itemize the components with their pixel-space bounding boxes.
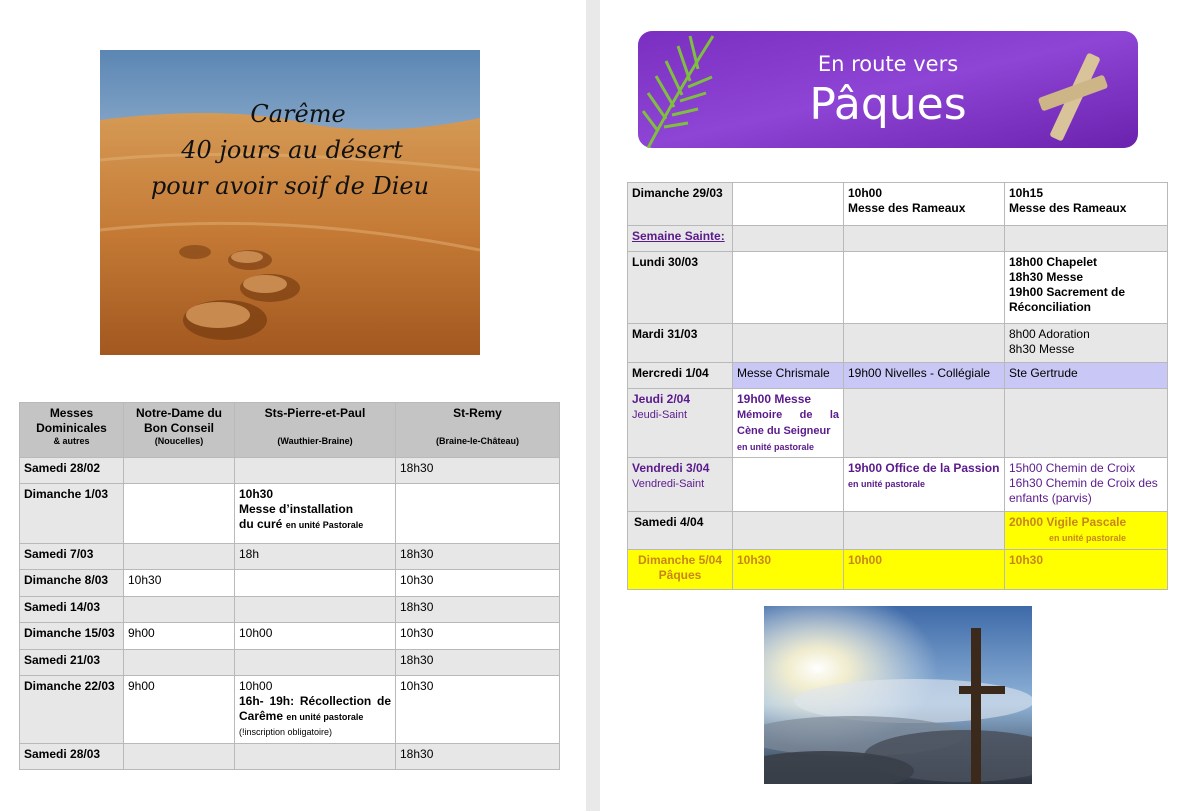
date-cell: Vendredi 3/04 Vendredi-Saint: [628, 457, 733, 511]
table-row: [20, 484, 560, 544]
col3-cell: 19h00 Nivelles - Collégiale: [844, 363, 1005, 389]
banner-en-route: En route vers: [817, 52, 959, 76]
nd-cell: 9h00: [124, 623, 235, 650]
col2-cell: 19h00 Messe Mémoire de la Cène du Seigneur en unité pastorale: [733, 389, 844, 458]
date-cell: Samedi 28/03: [20, 744, 124, 770]
col4-cell: 15h00 Chemin de Croix 16h30 Chemin de Croix des enfants (parvis): [1005, 457, 1168, 511]
col4-cell: 8h00 Adoration 8h30 Messe: [1005, 324, 1168, 363]
page-divider: [586, 0, 600, 811]
sp-cell: [235, 650, 396, 676]
col3-cell: 10h00: [844, 549, 1005, 589]
sp-cell: 10h00 16h- 19h: Récollection de Carême en unité pastorale (!inscription obligatoire): [235, 676, 396, 744]
col3-cell: [844, 389, 1005, 458]
table-row: [20, 570, 560, 597]
date-cell: Samedi 14/03: [20, 597, 124, 623]
col4-cell: 18h00 Chapelet 18h30 Messe 19h00 Sacrement de Réconciliation: [1005, 252, 1168, 324]
date-cell: Mardi 31/03: [628, 324, 733, 363]
col3-cell: [844, 324, 1005, 363]
sr-cell: 18h30: [396, 458, 560, 484]
col4-cell: 20h00 Vigile Pascale en unité pastorale: [1005, 511, 1168, 549]
col4-cell: [1005, 389, 1168, 458]
date-cell: Dimanche 1/03: [20, 484, 124, 544]
header-st-remy: St-Remy (Braine-le-Château): [396, 403, 560, 458]
header-sts-pierre-paul: Sts-Pierre-et-Paul (Wauthier-Braine): [235, 403, 396, 458]
sp-cell: [235, 458, 396, 484]
banner-line1: Carême: [250, 100, 346, 128]
table-row: [628, 252, 1168, 324]
banner-line3: pour avoir soif de Dieu: [150, 172, 430, 200]
schedule-table-careme: [19, 402, 560, 770]
sp-cell: 18h: [235, 544, 396, 570]
banner-paques: Pâques: [809, 79, 967, 130]
header-notre-dame: Notre-Dame du Bon Conseil (Noucelles): [124, 403, 235, 458]
nd-cell: [124, 597, 235, 623]
col3-cell: 19h00 Office de la Passion en unité pastorale: [844, 457, 1005, 511]
nd-cell: [124, 744, 235, 770]
date-cell: Samedi 4/04: [628, 511, 733, 549]
sp-cell: [235, 597, 396, 623]
sr-cell: 18h30: [396, 744, 560, 770]
table-row: [20, 744, 560, 770]
table-row: [20, 597, 560, 623]
sp-cell: [235, 744, 396, 770]
nd-cell: [124, 458, 235, 484]
cross-sky-image: [764, 606, 1032, 784]
sr-cell: 18h30: [396, 597, 560, 623]
col4-cell: 10h30: [1005, 549, 1168, 589]
sr-cell: 10h30: [396, 570, 560, 597]
col3-cell: [844, 226, 1005, 252]
nd-cell: [124, 650, 235, 676]
nd-cell: [124, 484, 235, 544]
col3-cell: [844, 511, 1005, 549]
col2-cell: [733, 457, 844, 511]
col3-cell: [844, 252, 1005, 324]
sr-cell: [396, 484, 560, 544]
col2-cell: [733, 252, 844, 324]
date-cell: Samedi 28/02: [20, 458, 124, 484]
paques-banner: [638, 31, 1138, 148]
sp-cell: 10h30 Messe d’installation du curé en unité Pastorale: [235, 484, 396, 544]
header-messes: Messes Dominicales & autres: [20, 403, 124, 458]
date-cell: Dimanche 8/03: [20, 570, 124, 597]
table-row: [628, 183, 1168, 226]
table-row: [20, 676, 560, 744]
table-row: [20, 458, 560, 484]
nd-cell: 10h30: [124, 570, 235, 597]
table-row: [628, 324, 1168, 363]
sr-cell: 18h30: [396, 544, 560, 570]
semaine-sainte-link[interactable]: Semaine Sainte:: [628, 226, 733, 252]
sp-cell: 10h00: [235, 623, 396, 650]
table-row: [628, 549, 1168, 589]
nd-cell: 9h00: [124, 676, 235, 744]
sp-cell: [235, 570, 396, 597]
table-row: [20, 650, 560, 676]
date-cell: Mercredi 1/04: [628, 363, 733, 389]
col2-cell: [733, 324, 844, 363]
date-cell: Dimanche 29/03: [628, 183, 733, 226]
col2-cell: [733, 226, 844, 252]
left-page: [0, 0, 586, 811]
nd-cell: [124, 544, 235, 570]
table-row: [628, 457, 1168, 511]
table-row: [628, 389, 1168, 458]
sr-cell: 10h30: [396, 623, 560, 650]
date-cell: Dimanche 22/03: [20, 676, 124, 744]
date-cell: Jeudi 2/04 Jeudi-Saint: [628, 389, 733, 458]
col2-cell: [733, 511, 844, 549]
col2-cell: [733, 183, 844, 226]
sr-cell: 10h30: [396, 676, 560, 744]
table-row: [628, 226, 1168, 252]
col4-cell: 10h15 Messe des Rameaux: [1005, 183, 1168, 226]
table-row: [20, 623, 560, 650]
date-cell: Dimanche 5/04 Pâques: [628, 549, 733, 589]
col4-cell: [1005, 226, 1168, 252]
banner-line2: 40 jours au désert: [181, 136, 403, 164]
date-cell: Samedi 7/03: [20, 544, 124, 570]
col2-cell: Messe Chrismale: [733, 363, 844, 389]
col4-cell: Ste Gertrude: [1005, 363, 1168, 389]
col2-cell: 10h30: [733, 549, 844, 589]
schedule-table-paques: [627, 182, 1168, 590]
col3-cell: 10h00 Messe des Rameaux: [844, 183, 1005, 226]
table-row: [628, 363, 1168, 389]
date-cell: Lundi 30/03: [628, 252, 733, 324]
date-cell: Samedi 21/03: [20, 650, 124, 676]
table-row: [628, 511, 1168, 549]
sr-cell: 18h30: [396, 650, 560, 676]
right-page: [600, 0, 1191, 811]
desert-image: [100, 50, 480, 355]
date-cell: Dimanche 15/03: [20, 623, 124, 650]
table-row: [20, 544, 560, 570]
